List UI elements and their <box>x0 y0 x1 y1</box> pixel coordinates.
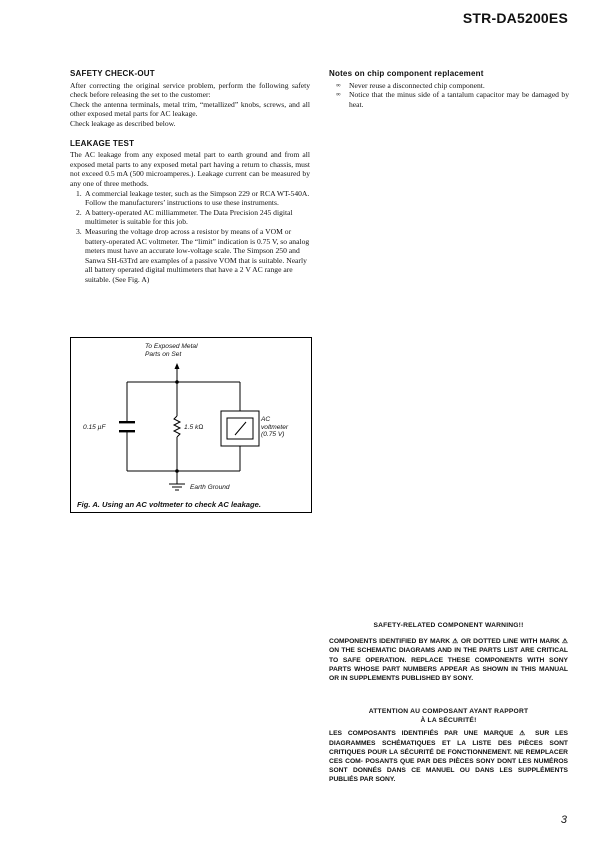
leakage-methods-list <box>70 189 310 285</box>
notes-heading: Notes on chip component replacement <box>329 69 484 78</box>
list-item: 1. A commercial leakage tester, such as the Simpson 229 or RCA WT-540A. Follow the manufacturers’ instructions to use these instruments. <box>76 188 310 208</box>
resistor-value-label: 1.5 kΩ <box>184 424 204 431</box>
earth-ground-label: Earth Ground <box>190 484 230 491</box>
list-item: ∞ Notice that the minus side of a tantalum capacitor may be damaged by heat. <box>336 90 569 109</box>
safety-warning-french <box>329 707 568 785</box>
safety-checkout-line: Check leakage as described below. <box>70 118 176 128</box>
list-item: 2. A battery-operated AC milliammeter. The Data Precision 245 digital multimeter is suitable for this job. <box>76 207 293 227</box>
page-number: 3 <box>560 814 567 826</box>
leakage-test-heading: LEAKAGE TEST <box>70 138 135 148</box>
model-number: STR-DA5200ES <box>462 10 568 26</box>
warning-title: SAFETY-RELATED COMPONENT WARNING!! <box>373 622 524 629</box>
leakage-test-intro: The AC leakage from any exposed metal part to earth ground and from all exposed metal parts to any exposed metal part having a return to chassis, must not exceed 0.5 mA (500 microamperes.). Leakage current can be measured by any one of three methods. <box>70 150 310 188</box>
left-column <box>70 69 310 284</box>
warning-body: COMPONENTS IDENTIFIED BY MARK ⚠ OR DOTTED LINE WITH MARK ⚠ ON THE SCHEMATIC DIAGRAMS AND IN THE PARTS LIST ARE CRITICAL TO SAFE OPERATION. REPLACE THESE COMPONENTS WITH SONY PARTS WHOSE PART NUMBERS APPEAR AS SHOWN IN THIS MANUAL OR IN SUPPLEMENTS PUBLISHED BY SONY. <box>329 638 568 683</box>
safety-checkout-heading: SAFETY CHECK-OUT <box>70 69 155 78</box>
right-column <box>329 69 569 109</box>
bullet-icon: ∞ <box>336 81 341 89</box>
warning-body: LES COMPOSANTS IDENTIFIÉS PAR UNE MARQUE ⚠ SUR LES DIAGRAMMES SCHÉMATIQUES ET LA LISTE DES PIÈCES SONT CRITIQUES POUR LA SÉCURITÉ DE FONCTIONNEMENT. NE REMPLACER CES COM- POSANTS QUE PAR DES PIÈCES SONY DONT LES NUMÉROS SONT DONNÉS DANS CE MANUEL OU DANS LES SUPPLÉMENTS PUBLIÉS PAR SONY. <box>329 730 568 784</box>
exposed-metal-label: To Exposed Metal Parts on Set <box>145 343 198 358</box>
warning-title-line1: ATTENTION AU COMPOSANT AYANT RAPPORT <box>368 708 529 715</box>
capacitor-value-label: 0.15 µF <box>83 424 106 431</box>
voltmeter-label: AC voltmeter (0.75 V) <box>261 416 289 439</box>
list-item: ∞ Never reuse a disconnected chip component. <box>336 80 485 90</box>
safety-checkout-line: After correcting the original service problem, perform the following safety check before releasing the set to the customer: <box>70 80 310 100</box>
list-item: 3. Measuring the voltage drop across a resistor by means of a VOM or battery-operated AC voltmeter. The “limit” indication is 0.75 V, so analog meters must have an accurate low-voltage scale. The Simpson 250 and Sanwa SH-63Trd are examples of a passive VOM that is suitable. Nearly all battery operated digital multimeters that have a 2 V AC range are suitable. (See Fig. A) <box>76 226 310 284</box>
safety-checkout-line: Check the antenna terminals, metal trim, “metallized” knobs, screws, and all other exposed metal parts for AC leakage. <box>70 99 310 119</box>
notes-list <box>329 81 569 110</box>
safety-warning-english <box>329 621 568 683</box>
figure-a-circuit <box>70 337 312 513</box>
bullet-icon: ∞ <box>336 91 341 99</box>
warning-title-line2: À LA SÉCURITÉ! <box>420 717 477 725</box>
figure-caption: Fig. A. Using an AC voltmeter to check AC leakage. <box>77 500 261 509</box>
